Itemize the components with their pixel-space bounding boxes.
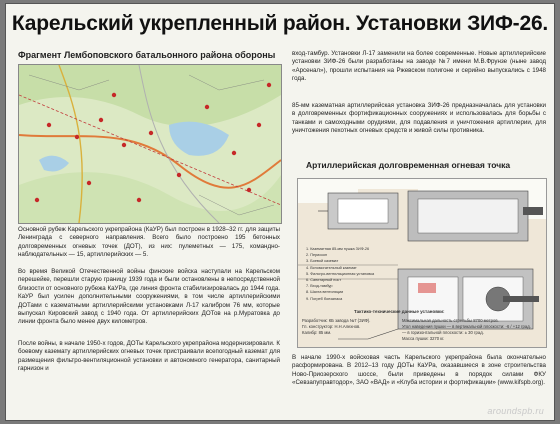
war-paragraph: Во время Великой Отечественной войны финские войска наступали на Карельском перешейке, перешли старую границу 1939 года и были остановлены в непосредственной близости от основного рубежа КаУРа, где линия фронта стабилизировалась до 1944 года. КаУР был усилен дополнительными сооружениями, в том числе артиллерийскими ДОТами с казематными артиллерийскими установками Л-17 калибром 76 мм, которые выпускал Кировский завод с 1940 года. От артиллерийских ДОТов на р.Муратовка до линии фронта было менее двух километров. [18,268,280,326]
diagram-title: Артиллерийская долговременная огневая точка [306,160,511,170]
legend-item: 3. Боевой каземат [306,259,339,264]
spec-line: Разработчик: КБ завода №7 (ЗИФ). [302,318,371,323]
spec-right [402,318,544,342]
map-caption: Фрагмент Лембоповского батальонного района обороны [18,50,276,60]
spec-line: Калибр: 85 мм. [302,330,332,335]
spec-line: Гл. конструктор: Н.Н.Алехнов. [302,324,361,329]
spec-line: Максимальная дальность стрельбы 8700 метров. [402,318,499,323]
site-watermark: aroundspb.ru [487,406,544,416]
bottom-paragraph: В начале 1990-х войсковая часть Карельского укрепрайона была окончательно расформирована. В 2012–13 году ДОТы КаУРа, оказавшиеся в зоне строительства Ново-Приозерского шоссе, были приведены в порядок силами ФКУ «Севзапуправтодор», ЗАО «ВАД» и «Клуба истории и фортификации» (www.kifspb.org). [292,354,546,387]
map-image [18,64,282,224]
legend-item: 7. Вход-тамбур [306,284,333,289]
postwar-paragraph: После войны, в начале 1950-х годов, ДОТы Карельского укрепрайона модернизировали. К боевому каземату артиллерийских огневых точек пристраивали всепогодный каземат для размещения фильтро-вентиляционной установки и автономного генератора, санитарный гарнизон и [18,340,280,373]
legend-item: 4. Вспомогательный каземат [306,265,357,270]
document-page [5,3,555,421]
legend-item: 6. Санитарный пост [306,278,342,283]
legend-item: 1. Казематная 85-мм пушка ЗИФ-26 [306,247,370,251]
spec-line: Угол наведения пушки — в вертикальной плоскости: -6 / +12 град. [402,324,531,329]
legend-item: 8. Шахта вентиляции [306,290,344,295]
spec-title: Тактико-технические данные установки: [354,309,445,314]
legend-item: 5. Фильтро-вентиляционная установка [306,271,375,276]
spec-line: Масса пушки: 3270 кг. [402,336,445,341]
legend-item: 2. Перископ [306,253,328,258]
map-drawing [19,65,281,223]
legend-item: 9. Погреб боезапаса [306,296,343,301]
spec-left [302,318,402,336]
page-title: Карельский укрепленный район. Установки ЗИФ-26. [11,12,549,35]
right-paragraph-1: вход-тамбур. Установки Л-17 заменили на более современные. Новые артиллерийские установки ЗИФ-26 были разработаны на заводе №7 имени М.В.Фрунзе (ныне завод «Арсенал»), прошли испытания на Ржевском полигоне и серийно выпускались с 1948 года. [292,50,546,83]
intro-paragraph: Основной рубеж Карельского укрепрайона (КаУР) был построен в 1928–32 гг. для защиты Ленинграда с северного направления. Всего было построено 195 бетонных долговременных огневых точек (ДОТ), из них: пулеметных — 175, командно-наблюдательных — 15, артиллерийских — 5. [18,226,280,259]
diagram-legend [306,246,374,302]
spec-line: — в горизонтальной плоскости: ± 30 град. [402,330,484,335]
right-paragraph-2: 85-мм казематная артиллерийская установка ЗИФ-26 предназначалась для установки в долговременных фортификационных сооружениях и использовалась для борьбы с танками и самоходными орудиями, для подавления и уничтожения артиллерии, для уничтожения пехотных огневых средств и живой силы противника. [292,102,546,135]
